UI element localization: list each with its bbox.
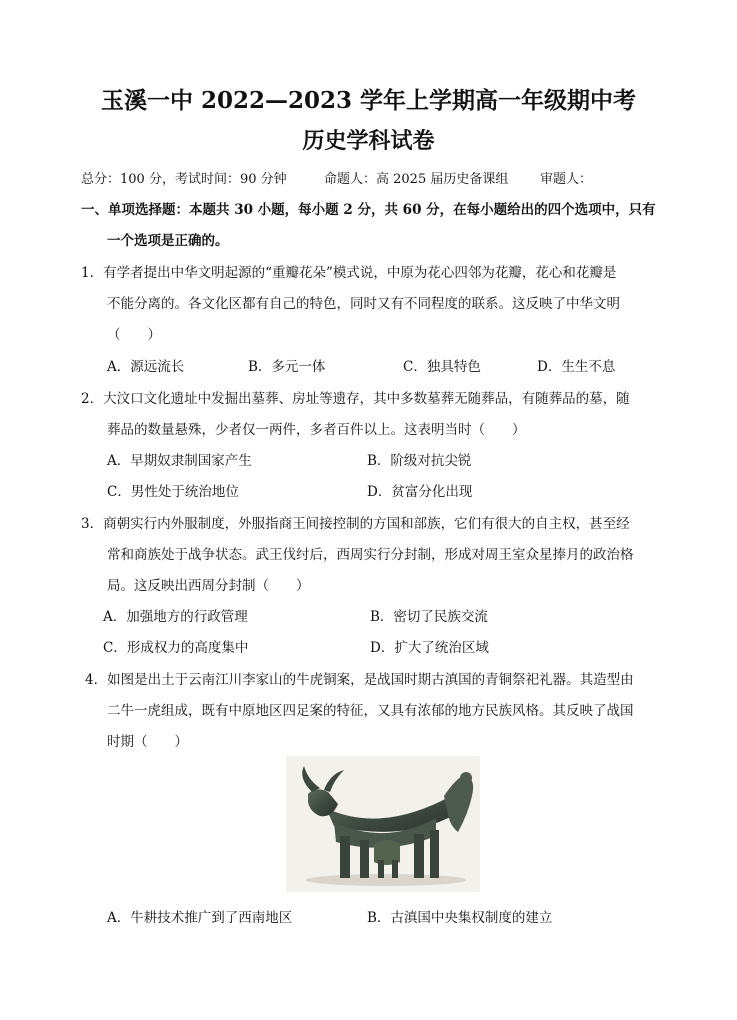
section-heading: 一、单项选择题：本题共 30 小题，每小题 2 分，共 60 分，在每小题给出的四个选项中，只有	[81, 202, 656, 218]
question-1-blank: （ ）	[107, 327, 161, 343]
question-4-option-b[interactable]: B．古滇国中央集权制度的建立	[367, 910, 553, 926]
question-4-text-cont: 二牛一虎组成，既有中原地区四足案的特征，又具有浓郁的地方民族风格。其反映了战国	[107, 703, 634, 719]
bronze-ox-tiger-illustration	[286, 756, 480, 892]
question-1-option-a[interactable]: A．源远流长	[107, 359, 185, 375]
question-2-option-a[interactable]: A．早期奴隶制国家产生	[107, 453, 252, 469]
question-2-option-c[interactable]: C．男性处于统治地位	[107, 484, 239, 500]
question-2-option-b[interactable]: B．阶级对抗尖锐	[367, 453, 472, 469]
question-1-text: 1．有学者提出中华文明起源的“重瓣花朵”模式说，中原为花心四邻为花瓣，花心和花瓣是	[81, 265, 617, 281]
question-4-option-a[interactable]: A．牛耕技术推广到了西南地区	[107, 910, 293, 926]
question-2-text: 2．大汶口文化遗址中发掘出墓葬、房址等遗存，其中多数墓葬无随葬品，有随葬品的墓，随	[81, 391, 630, 407]
exam-subtitle: 历史学科试卷	[302, 128, 435, 154]
question-3-text: 3．商朝实行内外服制度，外服指商王间接控制的方国和部族，它们有很大的自主权，甚至经	[81, 516, 630, 532]
question-3-option-d[interactable]: D．扩大了统治区域	[370, 640, 489, 656]
question-4-text-cont2: 时期（ ）	[107, 734, 188, 750]
question-2-option-d[interactable]: D．贫富分化出现	[367, 484, 473, 500]
exam-author: 命题人：高 2025 届历史备课组	[324, 172, 509, 187]
exam-total-time: 总分：100 分，考试时间：90 分钟	[81, 172, 287, 187]
question-3-option-a[interactable]: A．加强地方的行政管理	[103, 609, 248, 625]
question-3-option-b[interactable]: B．密切了民族交流	[370, 609, 488, 625]
bronze-ox-tiger-table-image	[286, 756, 480, 892]
question-4-text: 4．如图是出土于云南江川李家山的牛虎铜案，是战国时期古滇国的青铜祭祀礼器。其造型由	[85, 672, 634, 688]
question-2-text-cont: 葬品的数量悬殊，少者仅一两件，多者百件以上。这表明当时（ ）	[107, 422, 526, 438]
question-1-option-c[interactable]: C．独具特色	[403, 359, 481, 375]
question-3-option-c[interactable]: C．形成权力的高度集中	[103, 640, 249, 656]
question-3-text-cont2: 局。这反映出西周分封制（ ）	[107, 578, 310, 594]
section-heading-cont: 一个选项是正确的。	[107, 233, 229, 249]
exam-reviewer: 审题人：	[540, 172, 593, 187]
question-1-option-d[interactable]: D．生生不息	[537, 359, 616, 375]
question-1-text-cont: 不能分离的。各文化区都有自己的特色，同时又有不同程度的联系。这反映了中华文明	[107, 296, 620, 312]
exam-title: 玉溪一中 2022—2023 学年上学期高一年级期中考	[100, 87, 637, 114]
question-3-text-cont: 常和商族处于战争状态。武王伐纣后，西周实行分封制，形成对周王室众星捧月的政治格	[107, 547, 634, 563]
question-1-option-b[interactable]: B．多元一体	[248, 359, 326, 375]
